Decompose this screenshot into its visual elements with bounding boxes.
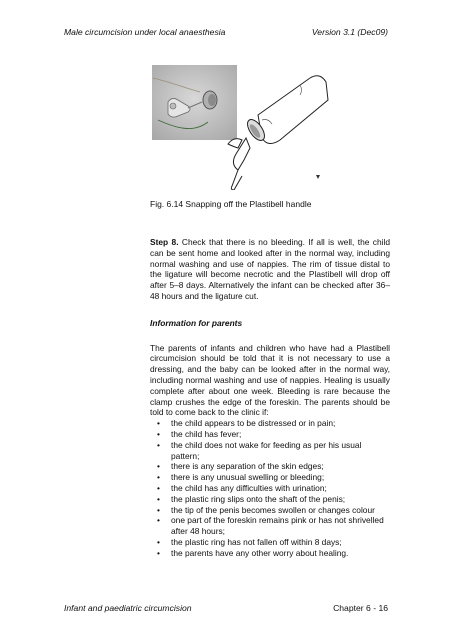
- list-item: • the parents have any other worry about healing.: [150, 548, 390, 559]
- list-item: • there is any separation of the skin edges;: [150, 461, 390, 472]
- header-version: Version 3.1 (Dec09): [311, 27, 388, 37]
- footer-page-number: Chapter 6 - 16: [333, 603, 388, 613]
- figure-illustration: [150, 60, 330, 190]
- list-item: • the child has any difficulties with urination;: [150, 483, 390, 494]
- list-item: • there is any unusual swelling or bleeding;: [150, 472, 390, 483]
- list-item: • the tip of the penis becomes swollen or changes colour: [150, 505, 390, 516]
- footer-section-title: Infant and paediatric circumcision: [64, 603, 192, 613]
- parents-paragraph: The parents of infants and children who have had a Plastibell circumcision should be told that it is not necessary to use a dressing, and the baby can be looked after in the normal way, including normal washing and use of nappies. Healing is usually complete after about one week. Bleeding is rare because the clamp crushes the edge of the foreskin. The parents should be told to come back to the clinic if:: [150, 342, 390, 418]
- list-item: • the plastic ring has not fallen off within 8 days;: [150, 537, 390, 548]
- step-8-text: Check that there is no bleeding. If all is well, the child can be sent home and looked after in the normal way, including normal washing and use of nappies. The rim of tissue distal to the ligature will become necrotic and the Plastibell will drop off after 5–8 days. Alternatively the infant can be checked after 36–48 hours and the ligature cut.: [150, 237, 391, 301]
- plastibell-illustration: [150, 60, 330, 190]
- main-content: [150, 237, 390, 559]
- step-8-label: Step 8.: [150, 237, 179, 247]
- list-item: • the plastic ring slips onto the shaft of the penis;: [150, 494, 390, 505]
- list-item: • the child appears to be distressed or in pain;: [150, 418, 390, 429]
- header-title: Male circumcision under local anaesthesia: [64, 27, 226, 37]
- step-8-paragraph: [150, 237, 390, 302]
- list-item: • the child does not wake for feeding as per his usual pattern;: [150, 440, 390, 462]
- parents-heading: Information for parents: [150, 317, 243, 328]
- figure-caption: Fig. 6.14 Snapping off the Plastibell handle: [150, 199, 312, 209]
- warning-signs-list: [150, 418, 390, 558]
- list-item: • one part of the foreskin remains pink or has not shrivelled after 48 hours;: [150, 515, 390, 537]
- list-item: • the child has fever;: [150, 429, 390, 440]
